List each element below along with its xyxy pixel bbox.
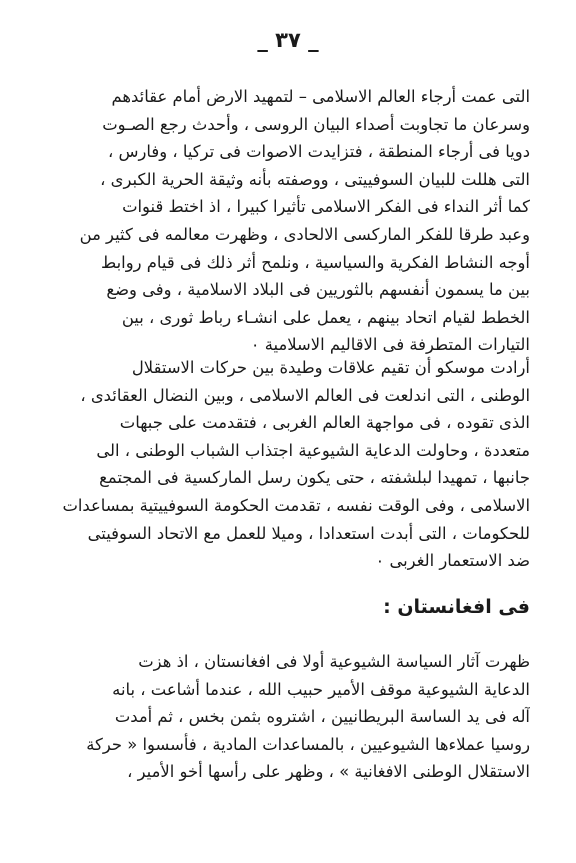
- text-line: ضد الاستعمار الغربى ٠: [375, 551, 530, 571]
- text-line: الاستقلال الوطنى الافغانية » ، وظهر على رأسها أخو الأمير ،: [127, 762, 530, 782]
- text-line: جانبها ، تمهيدا لبلشفته ، حتى يكون رسل الماركسية فى المجتمع: [99, 468, 530, 488]
- text-line: كما أثر النداء فى الفكر الاسلامى تأثيرا كبيرا ، اذ اختط قنوات: [122, 197, 530, 217]
- text-line: أوجه النشاط الفكرية والسياسية ، ونلمح أثر ذلك فى قيام روابط: [101, 252, 530, 272]
- text-line: الذى تقوده ، فى مواجهة العالم الغربى ، فتقدمت على جبهات: [119, 413, 530, 433]
- text-line: وسرعان ما تجاوبت أصداء البيان الروسى ، وأحدث رجع الصـوت: [102, 114, 530, 134]
- text-line: أرادت موسكو أن تقيم علاقات وطيدة بين حركات الاستقلال: [131, 358, 530, 377]
- paragraph-1: [46, 83, 530, 359]
- text-line: دويا فى أرجاء المنطقة ، فتزايدت الاصوات فى تركيا ، وفارس ،: [107, 142, 530, 162]
- text-line: روسيا عملاءها الشيوعيين ، بالمساعدات المادية ، فأسسوا « حركة: [86, 734, 530, 754]
- text-line: وعبد طرقا للفكر الماركسى الالحادى ، وظهرت معالمه فى كثير من: [79, 224, 530, 244]
- text-line: ظهرت آثار السياسة الشيوعية أولا فى افغانستان ، اذ هزت: [138, 652, 530, 671]
- text-line: التيارات المتطرفة فى الاقاليم الاسلامية ٠: [250, 335, 530, 355]
- text-line: الدعاية الشيوعية موقف الأمير حبيب الله ، عندما أشاعت ، بانه: [112, 679, 530, 699]
- text-line: الوطنى ، التى اندلعت فى العالم الاسلامى ، وبين النضال العقائدى ،: [80, 385, 530, 405]
- text-line: آله فى يد الساسة البريطانيين ، اشتروه بثمن بخس ، ثم أمدت: [114, 707, 530, 727]
- text-line: التى هللت للبيان السوفييتى ، ووصفته بأنه وثيقة الحرية الكبرى ،: [100, 169, 530, 189]
- text-line: التى عمت أرجاء العالم الاسلامى – لتمهيد الارض أمام عقائدهم: [111, 87, 530, 106]
- text-line: الاسلامى ، وفى الوقت نفسه ، تقدمت الحكومة السوفييتية بمساعدات: [62, 495, 530, 515]
- paragraph-2: [46, 354, 530, 575]
- section-heading: فى افغانستان :: [383, 596, 530, 618]
- page-number: _ ٣٧ _: [257, 28, 319, 52]
- text-line: بين ما يسمون أنفسهم بالثوريين فى البلاد الاسلامية ، وفى وضع: [106, 280, 530, 300]
- text-line: للحكومات ، التى أبدت استعدادا ، وميلا للعمل مع الاتحاد السوفيتى: [87, 523, 530, 543]
- text-line: الخطط لقيام اتحاد بينهم ، يعمل على انشـاء رباط ثورى ، بين: [121, 307, 530, 327]
- text-line: متعددة ، وحاولت الدعاية الشيوعية اجتذاب الشباب الوطنى ، الى: [96, 440, 530, 460]
- paragraph-3: [46, 648, 530, 786]
